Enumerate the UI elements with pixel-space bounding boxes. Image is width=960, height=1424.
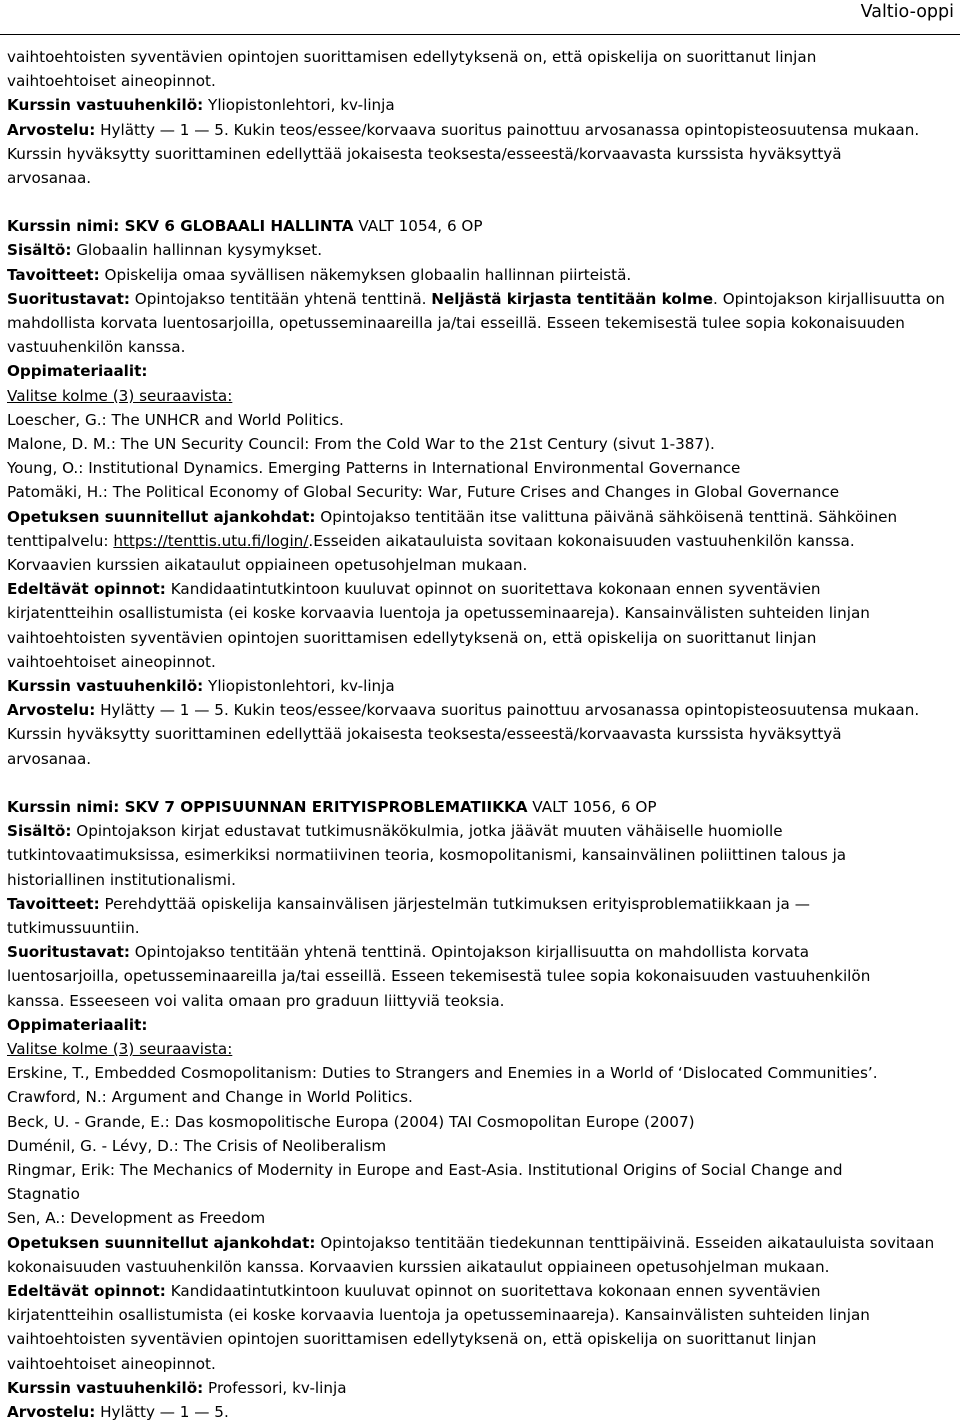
- book-item: Stagnatio: [7, 1185, 80, 1204]
- course-title: [7, 214, 952, 238]
- paragraph-line: kirjatentteihin osallistumista (ei koske korvaavia luentoja ja opetusseminaareja). Kansainvälisten suhteiden linjan: [7, 604, 870, 623]
- course-code: VALT 1056, 6 OP: [527, 797, 657, 816]
- grading: [7, 698, 952, 722]
- materials-instruction: [7, 384, 952, 408]
- field-label: Tavoitteet:: [7, 265, 100, 284]
- field-label: Arvostelu:: [7, 701, 96, 720]
- book-item: Sen, A.: Development as Freedom: [7, 1209, 266, 1228]
- field-label: Kurssin vastuuhenkilö:: [7, 1378, 204, 1397]
- field-label: Opetuksen suunnitellut ajankohdat:: [7, 507, 316, 526]
- prerequisites: [7, 577, 952, 601]
- field-label: Arvostelu:: [7, 120, 96, 139]
- field-value: Yliopistonlehtori, kv-linja: [203, 677, 395, 696]
- course-methods: [7, 940, 952, 964]
- materials-instruction: [7, 1037, 952, 1061]
- exam-service-link[interactable]: https://tenttis.utu.fi/login/: [113, 531, 309, 550]
- responsible-person: [7, 93, 952, 117]
- course-goals: [7, 263, 952, 287]
- paragraph-line: kokonaisuuden vastuuhenkilön kanssa. Korvaavien kurssien aikataulut oppiaineen opetusohjelman mukaan.: [7, 1257, 830, 1276]
- schedule: [7, 505, 952, 529]
- field-value: Opintojakso tentitään yhtenä tenttinä. Opintojakson kirjallisuutta on mahdollista korvata: [129, 943, 810, 962]
- book-item: Patomäki, H.: The Political Economy of Global Security: War, Future Crises and Changes in Global Governance: [7, 483, 840, 502]
- field-value: Opintojakson kirjat edustavat tutkimusnäkökulmia, jotka jäävät muuten vähäiselle huomiolle: [71, 822, 783, 841]
- course-content: [7, 819, 952, 843]
- field-value: Opintojakso tentitään yhtenä tenttinä.: [129, 289, 432, 308]
- paragraph-line: vaihtoehtoisten syventävien opintojen suorittamisen edellytyksenä on, että opiskelija on suorittanut linjan: [7, 628, 817, 647]
- course-name: Kurssin nimi: SKV 6 GLOBAALI HALLINTA: [7, 217, 354, 236]
- course-goals: [7, 892, 952, 916]
- prerequisites: [7, 1279, 952, 1303]
- course-methods: [7, 287, 952, 311]
- paragraph-line: arvosanaa.: [7, 749, 92, 768]
- grading: [7, 1400, 952, 1424]
- responsible-person: [7, 1376, 952, 1400]
- paragraph-line: Kurssin hyväksytty suorittaminen edellyttää jokaisesta teoksesta/esseestä/korvaavasta kurssista hyväksyttyä: [7, 725, 842, 744]
- field-value: Professori, kv-linja: [203, 1378, 347, 1397]
- book-item: Ringmar, Erik: The Mechanics of Modernity in Europe and East-Asia. Institutional Origins of Social Change and: [7, 1160, 843, 1179]
- field-value: Hylätty — 1 — 5. Kukin teos/essee/korvaava suoritus painottuu arvosanassa opintopisteosuutensa mukaan.: [95, 120, 920, 139]
- course-code: VALT 1054, 6 OP: [353, 217, 483, 236]
- book-item: Duménil, G. - Lévy, D.: The Crisis of Neoliberalism: [7, 1136, 387, 1155]
- field-label: Arvostelu:: [7, 1402, 96, 1421]
- underlined-text: Valitse kolme (3) seuraavista:: [7, 386, 233, 405]
- field-value: Kandidaatintutkintoon kuuluvat opinnot on suoritettava kokonaan ennen syventävien: [165, 1281, 821, 1300]
- field-label: Suoritustavat:: [7, 943, 130, 962]
- paragraph-line: tutkimussuuntiin.: [7, 918, 140, 937]
- field-value: Globaalin hallinnan kysymykset.: [71, 241, 323, 260]
- paragraph-line: luentosarjoilla, opetusseminaareilla ja/tai esseillä. Esseen tekemisestä tulee sopia kokonaisuuden vastuuhenkilön: [7, 967, 871, 986]
- paragraph-line: vaihtoehtoisten syventävien opintojen suorittamisen edellytyksenä on, että opiskelija on suorittanut linjan: [7, 48, 817, 66]
- field-label: Oppimateriaalit:: [7, 1015, 148, 1034]
- field-value: Opintojakso tentitään tiedekunnan tenttipäivinä. Esseiden aikatauluista sovitaan: [315, 1233, 935, 1252]
- field-label: Kurssin vastuuhenkilö:: [7, 677, 204, 696]
- paragraph-line: vastuuhenkilön kanssa.: [7, 338, 186, 357]
- document-body: [7, 45, 952, 1424]
- materials-heading: [7, 359, 952, 383]
- grading: [7, 118, 952, 142]
- paragraph-line: tutkintovaatimuksissa, esimerkiksi normatiivinen teoria, kosmopolitanismi, kansainvälinen poliittinen talous ja: [7, 846, 847, 865]
- field-value: Opiskelija omaa syvällisen näkemyksen globaalin hallinnan piirteistä.: [99, 265, 632, 284]
- paragraph-line: vaihtoehtoiset aineopinnot.: [7, 652, 216, 671]
- field-label: Edeltävät opinnot:: [7, 580, 166, 599]
- schedule: [7, 1231, 952, 1255]
- paragraph-line: vaihtoehtoisten syventävien opintojen suorittamisen edellytyksenä on, että opiskelija on suorittanut linjan: [7, 1330, 817, 1349]
- book-item: Erskine, T., Embedded Cosmopolitanism: Duties to Strangers and Enemies in a World of ‘Dislocated Communities’.: [7, 1064, 878, 1083]
- field-label: Opetuksen suunnitellut ajankohdat:: [7, 1233, 316, 1252]
- field-value: Opintojakso tentitään itse valittuna päivänä sähköisenä tenttinä. Sähköinen: [315, 507, 898, 526]
- field-value: Perehdyttää opiskelija kansainvälisen järjestelmän tutkimuksen erityisproblematiikkaan ja —: [99, 894, 810, 913]
- field-value: Kandidaatintutkintoon kuuluvat opinnot on suoritettava kokonaan ennen syventävien: [165, 580, 821, 599]
- field-label: Sisältö:: [7, 241, 72, 260]
- paragraph-line: historiallinen institutionalismi.: [7, 870, 236, 889]
- schedule-line: [7, 529, 952, 553]
- field-value: Hylätty — 1 — 5.: [95, 1402, 229, 1421]
- course-name: Kurssin nimi: SKV 7 OPPISUUNNAN ERITYISPROBLEMATIIKKA: [7, 797, 528, 816]
- book-item: Young, O.: Institutional Dynamics. Emerging Patterns in International Environmental Governance: [7, 459, 741, 478]
- underlined-text: Valitse kolme (3) seuraavista:: [7, 1039, 233, 1058]
- paragraph-line: Kurssin hyväksytty suorittaminen edellyttää jokaisesta teoksesta/esseestä/korvaavasta kurssista hyväksyttyä: [7, 144, 842, 163]
- book-item: Malone, D. M.: The UN Security Council: From the Cold War to the 21st Century (sivut 1-387).: [7, 435, 715, 454]
- paragraph-line: Korvaavien kurssien aikataulut oppiaineen opetusohjelman mukaan.: [7, 556, 528, 575]
- responsible-person: [7, 674, 952, 698]
- paragraph-line: vaihtoehtoiset aineopinnot.: [7, 72, 216, 91]
- field-value: . Opintojakson kirjallisuutta on: [713, 289, 945, 308]
- paragraph-line: mahdollista korvata luentosarjoilla, opetusseminaareilla ja/tai esseillä. Esseen tekemisestä tulee sopia kokonaisuuden: [7, 314, 905, 333]
- book-item: Loescher, G.: The UNHCR and World Politics.: [7, 410, 344, 429]
- course-title: [7, 795, 952, 819]
- field-label: Tavoitteet:: [7, 894, 100, 913]
- field-value: Hylätty — 1 — 5. Kukin teos/essee/korvaava suoritus painottuu arvosanassa opintopisteosuutensa mukaan.: [95, 701, 920, 720]
- field-label: Edeltävät opinnot:: [7, 1281, 166, 1300]
- spacer: [7, 771, 952, 795]
- field-value: Yliopistonlehtori, kv-linja: [203, 96, 395, 115]
- field-label: Suoritustavat:: [7, 289, 130, 308]
- book-item: Crawford, N.: Argument and Change in World Politics.: [7, 1088, 413, 1107]
- spacer: [7, 190, 952, 214]
- page-header-title: Valtio-oppi: [860, 2, 954, 22]
- field-label: Kurssin vastuuhenkilö:: [7, 96, 204, 115]
- book-item: Beck, U. - Grande, E.: Das kosmopolitische Europa (2004) TAI Cosmopolitan Europe (2007): [7, 1112, 695, 1131]
- page-header: [0, 0, 960, 35]
- paragraph-line: arvosanaa.: [7, 169, 92, 188]
- field-label: Sisältö:: [7, 822, 72, 841]
- emphasis-text: Neljästä kirjasta tentitään kolme: [431, 289, 714, 308]
- paragraph-line: kirjatentteihin osallistumista (ei koske korvaavia luentoja ja opetusseminaareja). Kansainvälisten suhteiden linjan: [7, 1306, 870, 1325]
- course-content: [7, 238, 952, 262]
- paragraph-line: vaihtoehtoiset aineopinnot.: [7, 1354, 216, 1373]
- field-value: tenttipalvelu:: [7, 531, 114, 550]
- materials-heading: [7, 1013, 952, 1037]
- field-value: .Esseiden aikatauluista sovitaan kokonaisuuden vastuuhenkilön kanssa.: [308, 531, 855, 550]
- field-label: Oppimateriaalit:: [7, 362, 148, 381]
- paragraph-line: kanssa. Esseeseen voi valita omaan pro graduun liittyviä teoksia.: [7, 991, 505, 1010]
